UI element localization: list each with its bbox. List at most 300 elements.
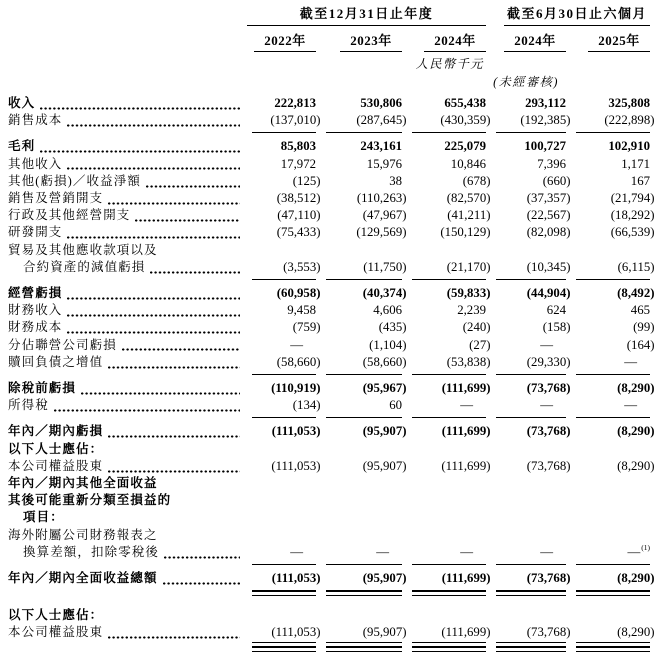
double-rule-line — [252, 590, 316, 596]
value-cell — [242, 138, 316, 155]
value: — — [290, 544, 303, 559]
value: (759) — [292, 320, 321, 335]
single-rule-line — [496, 564, 566, 565]
row-label-text: 其他收入 — [8, 156, 63, 171]
value: — — [624, 398, 637, 413]
value-cell — [486, 570, 571, 587]
value-cell — [486, 173, 571, 190]
single-rule-line — [576, 279, 650, 280]
single-rule-line — [326, 132, 402, 133]
value: (73,768) — [526, 625, 571, 640]
year-label: 2023年 — [340, 33, 402, 52]
value: (222,898) — [604, 113, 655, 128]
value-cell — [316, 259, 407, 276]
value-cell — [402, 624, 491, 641]
value-cell — [486, 380, 571, 397]
value: (660) — [542, 173, 571, 188]
table-row — [8, 138, 650, 155]
rule-cell — [486, 414, 566, 423]
value-cell — [566, 354, 650, 371]
value-cell — [402, 397, 486, 414]
value: — — [376, 544, 389, 559]
value: (53,838) — [446, 354, 491, 369]
dot-leader — [67, 236, 240, 239]
single-rule-line — [412, 417, 486, 418]
value: 1,171 — [621, 156, 650, 171]
row-label-text: 財務成本 — [8, 320, 63, 335]
rule-cell — [316, 276, 402, 285]
value-cell — [242, 624, 321, 641]
value: 102,910 — [608, 139, 650, 154]
value-cell — [486, 302, 566, 319]
value-cell — [316, 337, 407, 354]
value: (111,053) — [271, 625, 321, 640]
dot-leader — [67, 297, 240, 300]
value-cell — [486, 285, 571, 302]
rule-cell — [242, 276, 316, 285]
value: (59,833) — [446, 286, 491, 301]
footnote-marker: (1) — [641, 542, 650, 552]
value-cell — [402, 423, 491, 440]
table-row — [8, 95, 650, 112]
single-rule-line — [496, 132, 566, 133]
value-cell — [566, 380, 655, 397]
value: (8,290) — [617, 381, 655, 396]
value: (18,292) — [610, 208, 655, 223]
value: (47,110) — [277, 208, 321, 223]
value: (134) — [292, 398, 321, 413]
single-rule-line — [412, 279, 486, 280]
value: (164) — [626, 337, 655, 352]
value: 4,606 — [373, 303, 402, 318]
value: (95,967) — [362, 381, 407, 396]
value-cell — [566, 259, 655, 276]
rule-cell — [402, 587, 486, 607]
single-rule-line — [412, 564, 486, 565]
value: (8,290) — [617, 424, 655, 439]
value: (111,699) — [441, 625, 491, 640]
rule-cell — [402, 414, 486, 423]
row-label — [8, 285, 242, 302]
year-column-header — [242, 33, 316, 52]
row-label — [8, 624, 242, 641]
value-cell — [242, 259, 321, 276]
value: (66,539) — [610, 225, 655, 240]
dot-leader — [67, 331, 240, 334]
table-row — [8, 156, 650, 173]
single-rule-line — [576, 374, 650, 375]
value-cell — [402, 138, 486, 155]
row-label — [8, 441, 242, 458]
value-cell — [486, 224, 571, 241]
value-cell — [486, 319, 571, 336]
value: (58,660) — [362, 354, 407, 369]
value-cell — [402, 224, 491, 241]
value-cell — [316, 354, 407, 371]
value: (95,907) — [362, 424, 407, 439]
value-cell — [316, 302, 402, 319]
value-cell — [402, 259, 491, 276]
value-cell — [242, 302, 316, 319]
rule-cell — [402, 276, 486, 285]
value-cell — [486, 337, 566, 354]
value-cell — [402, 544, 486, 561]
row-label-text: 經營虧損 — [8, 286, 63, 301]
single-rule-line — [496, 642, 566, 643]
value-cell — [486, 458, 571, 475]
value: (8,492) — [617, 286, 655, 301]
row-label — [8, 138, 242, 155]
value: 167 — [630, 173, 650, 188]
dot-leader — [164, 556, 240, 559]
value: 100,727 — [524, 139, 566, 154]
value: (37,357) — [526, 191, 571, 206]
value-cell — [402, 95, 486, 112]
single-rule-line — [412, 642, 486, 643]
value-cell — [486, 95, 566, 112]
value-cell — [242, 224, 321, 241]
value: (44,904) — [526, 286, 571, 301]
value: (73,768) — [526, 571, 571, 586]
rule-row — [8, 276, 650, 285]
value: (111,053) — [271, 458, 321, 473]
rule-cell — [486, 276, 566, 285]
row-label-text: 所得稅 — [8, 398, 49, 413]
rule-cell — [566, 561, 650, 570]
single-rule-line — [576, 642, 650, 643]
value: 85,803 — [280, 139, 316, 154]
value: (22,567) — [526, 208, 571, 223]
value-cell — [316, 190, 407, 207]
row-label — [8, 173, 242, 190]
dot-leader — [67, 124, 240, 127]
year-label: 2024年 — [504, 33, 566, 52]
value: 60 — [389, 398, 402, 413]
year-label: 2022年 — [254, 33, 316, 52]
dot-leader — [108, 202, 240, 205]
single-rule-line — [496, 417, 566, 418]
value: (47,967) — [362, 208, 407, 223]
row-label — [8, 319, 242, 336]
single-rule-line — [326, 417, 402, 418]
table-row — [8, 458, 655, 475]
value-cell — [402, 112, 491, 129]
value-cell — [566, 458, 655, 475]
table-row — [8, 190, 655, 207]
dot-leader — [54, 409, 240, 412]
single-rule-line — [326, 374, 402, 375]
value: (10,345) — [526, 259, 571, 274]
value-cell — [566, 95, 650, 112]
value-cell — [486, 138, 566, 155]
row-label — [8, 354, 242, 371]
table-row — [8, 207, 655, 224]
value-cell — [316, 156, 402, 173]
value: (73,768) — [526, 381, 571, 396]
value-cell — [486, 190, 571, 207]
table-row — [8, 492, 650, 526]
table-row — [8, 570, 655, 587]
value-cell — [242, 380, 321, 397]
year-label: 2024年 — [424, 33, 486, 52]
year-column-header — [566, 33, 650, 52]
row-label — [8, 397, 242, 414]
value: (75,433) — [276, 225, 321, 240]
rule-row — [8, 641, 650, 656]
row-label — [8, 302, 242, 319]
value: 465 — [630, 303, 650, 318]
table-row — [8, 173, 650, 190]
value: (6,115) — [617, 259, 655, 274]
rule-cell — [316, 587, 402, 607]
value-cell — [402, 190, 491, 207]
row-label — [8, 190, 242, 207]
value-cell — [402, 156, 486, 173]
table-row — [8, 397, 650, 414]
single-rule-line — [252, 642, 316, 643]
row-label — [8, 492, 242, 526]
value: (8,290) — [617, 625, 655, 640]
table-row — [8, 475, 650, 492]
value: (110,919) — [271, 381, 321, 396]
value-cell — [566, 539, 650, 561]
value-cell — [402, 302, 486, 319]
table-row — [8, 423, 655, 440]
value-cell — [402, 319, 491, 336]
dot-leader — [135, 219, 240, 222]
row-label-text: 本公司權益股東 — [8, 458, 104, 473]
table-row — [8, 380, 655, 397]
row-label-text: 海外附屬公司財務報表之 — [8, 527, 158, 542]
rule-cell — [566, 587, 650, 607]
rule-cell — [566, 371, 650, 380]
value: (111,699) — [441, 424, 491, 439]
double-rule-line — [252, 646, 316, 652]
year-column-header — [316, 33, 402, 52]
rule-cell — [402, 371, 486, 380]
value: (29,330) — [526, 354, 571, 369]
row-label — [8, 570, 242, 587]
value-cell — [316, 112, 407, 129]
row-label-text: 除稅前虧損 — [8, 381, 77, 396]
value: (240) — [462, 320, 491, 335]
value: (110,263) — [356, 191, 407, 206]
value-cell — [316, 173, 402, 190]
double-rule-line — [496, 590, 566, 596]
value-cell — [486, 544, 566, 561]
value: — — [540, 398, 553, 413]
value: (1,104) — [369, 337, 407, 352]
value-cell — [242, 458, 321, 475]
value-cell — [242, 173, 321, 190]
value-cell — [486, 354, 571, 371]
value: 325,808 — [608, 96, 650, 110]
value: — — [290, 337, 303, 352]
value-cell — [566, 173, 650, 190]
value-cell — [566, 112, 655, 129]
value-cell — [316, 570, 407, 587]
table-body — [8, 95, 655, 656]
value-cell — [566, 337, 655, 354]
dot-leader — [40, 107, 240, 110]
dot-leader — [108, 366, 240, 369]
double-rule-line — [326, 646, 402, 652]
value: 9,458 — [287, 303, 316, 318]
row-label-text: 年內／期內虧損 — [8, 424, 104, 439]
row-label-text: 研發開支 — [8, 225, 63, 240]
value: 38 — [389, 173, 402, 188]
value-cell — [402, 354, 491, 371]
value: (40,374) — [362, 286, 407, 301]
value-cell — [566, 570, 655, 587]
row-label — [8, 380, 242, 397]
value: (58,660) — [276, 354, 321, 369]
value: — — [540, 544, 553, 559]
dot-leader — [108, 435, 240, 438]
value-cell — [242, 207, 321, 224]
value: (111,699) — [441, 381, 491, 396]
header-period-groups — [8, 6, 650, 26]
row-label-text: 其他(虧損)／收益淨額 — [8, 173, 141, 188]
value-cell — [486, 624, 571, 641]
rule-cell — [486, 641, 566, 656]
value-cell — [242, 423, 321, 440]
rule-cell — [566, 129, 650, 138]
value-cell — [242, 397, 321, 414]
value: 2,239 — [457, 303, 486, 318]
table-row — [8, 224, 655, 241]
value-cell — [402, 207, 491, 224]
row-label — [8, 156, 242, 173]
value-cell — [402, 285, 491, 302]
single-rule-line — [252, 132, 316, 133]
value-cell — [566, 397, 650, 414]
dot-leader — [81, 392, 240, 395]
unaudited-row — [8, 74, 650, 90]
header-years-row — [8, 33, 650, 52]
rule-row — [8, 129, 650, 138]
table-row — [8, 285, 655, 302]
value: 293,112 — [525, 96, 566, 110]
value-cell — [316, 380, 407, 397]
value-cell — [316, 544, 402, 561]
table-row — [8, 319, 655, 336]
rule-row — [8, 561, 650, 570]
value: (8,290) — [617, 571, 655, 586]
value: — — [624, 354, 637, 369]
value-cell — [316, 224, 407, 241]
value: 243,161 — [360, 139, 402, 154]
row-label-text: 毛利 — [8, 139, 36, 154]
rule-row — [8, 414, 650, 423]
row-label-text: 年內／期內全面收益總額 — [8, 571, 158, 586]
row-label-text: 年內／期內其他全面收益 — [8, 476, 158, 491]
rule-cell — [242, 414, 316, 423]
rule-cell — [316, 641, 402, 656]
value: (129,569) — [356, 225, 407, 240]
value: (27) — [469, 337, 491, 352]
single-rule-line — [326, 564, 402, 565]
dot-leader — [122, 348, 240, 351]
year-column-header — [486, 33, 566, 52]
row-label-text: 以下人士應佔： — [8, 441, 104, 456]
value: (192,385) — [520, 113, 571, 128]
unaudited-note: (未經審核) — [493, 75, 559, 89]
single-rule-line — [496, 374, 566, 375]
dot-leader — [67, 314, 240, 317]
value: (125) — [292, 173, 321, 188]
row-label — [8, 527, 242, 561]
value: (150,129) — [440, 225, 491, 240]
row-label-text: 贖回負債之增值 — [8, 354, 104, 369]
table-row — [8, 112, 655, 129]
table-row — [8, 624, 655, 641]
value-cell — [242, 190, 321, 207]
value: (287,645) — [356, 113, 407, 128]
single-rule-line — [252, 279, 316, 280]
double-rule-line — [496, 646, 566, 652]
value-cell — [316, 207, 407, 224]
year-column-header — [402, 33, 486, 52]
row-label — [8, 458, 242, 475]
row-label-text: 貿易及其他應收款項以及 — [8, 242, 158, 257]
rule-cell — [486, 371, 566, 380]
single-rule-line — [496, 279, 566, 280]
double-rule-line — [412, 590, 486, 596]
value-cell — [316, 319, 407, 336]
row-label-text: 銷售及營銷開支 — [8, 191, 104, 206]
value-cell — [316, 95, 402, 112]
rule-cell — [242, 561, 316, 570]
table-row — [8, 337, 655, 354]
value: (11,750) — [363, 259, 407, 274]
single-rule-line — [576, 417, 650, 418]
rule-cell — [402, 129, 486, 138]
rule-cell — [486, 129, 566, 138]
row-label — [8, 112, 242, 129]
value: (678) — [462, 173, 491, 188]
rule-cell — [316, 414, 402, 423]
dot-leader — [40, 150, 240, 153]
value-cell — [566, 285, 655, 302]
single-rule-line — [412, 132, 486, 133]
value: (158) — [542, 320, 571, 335]
currency-unit-row — [8, 56, 650, 72]
value-cell — [316, 397, 402, 414]
table-row — [8, 302, 650, 319]
value: (41,211) — [447, 208, 491, 223]
value: (137,010) — [270, 113, 321, 128]
rule-cell — [242, 129, 316, 138]
value: (8,290) — [617, 458, 655, 473]
value: (60,958) — [276, 286, 321, 301]
rule-cell — [242, 641, 316, 656]
rule-cell — [316, 129, 402, 138]
value: — — [540, 337, 553, 352]
double-rule-line — [576, 646, 650, 652]
value-cell — [242, 354, 321, 371]
dot-leader — [150, 271, 240, 274]
value-cell — [402, 458, 491, 475]
value-cell — [566, 423, 655, 440]
rule-cell — [566, 276, 650, 285]
value-cell — [486, 112, 571, 129]
rule-cell — [402, 641, 486, 656]
value: 624 — [546, 303, 566, 318]
row-label-text: 合約資產的減值虧損 — [23, 259, 146, 274]
single-rule-line — [252, 564, 316, 565]
value: (111,053) — [271, 424, 321, 439]
